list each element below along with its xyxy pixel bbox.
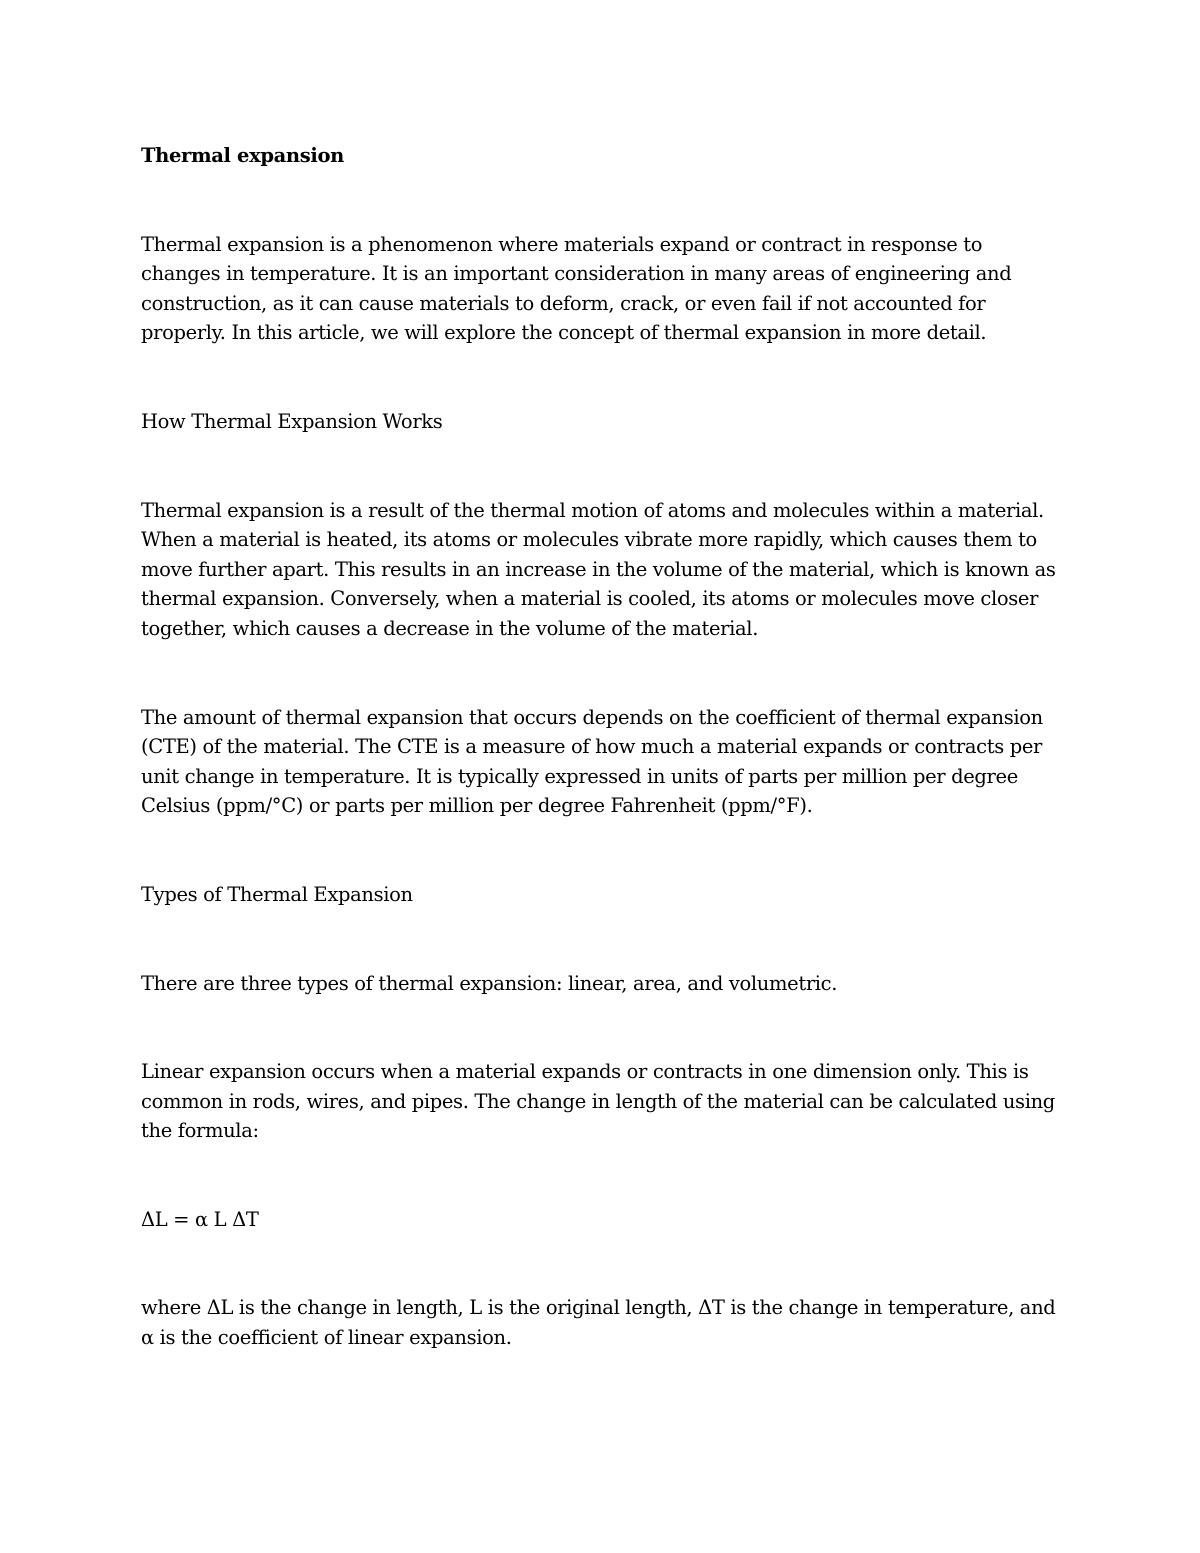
formula-linear-expansion: ΔL = α L ΔT — [141, 1207, 259, 1231]
paragraph-formula-explanation: where ΔL is the change in length, L is the original length, ΔT is the change in temperature, and α is the coefficient of linear expansion. — [141, 1296, 1056, 1350]
intro-paragraph: Thermal expansion is a phenomenon where materials expand or contract in response to changes in temperature. It is an important consideration in many areas of engineering and construction, as it can cause materials to deform, crack, or even fail if not accounted for properly. In this article, we will explore the concept of thermal expansion in more detail. — [141, 232, 1012, 345]
document-title: Thermal expansion — [141, 144, 344, 167]
paragraph-thermal-motion: Thermal expansion is a result of the thermal motion of atoms and molecules within a material. When a material is heated, its atoms or molecules vibrate more rapidly, which causes them to move further apart. This results in an increase in the volume of the material, which is known as thermal expansion. Conversely, when a material is cooled, its atoms or molecules move closer together, which causes a decrease in the volume of the material. — [141, 498, 1056, 640]
paragraph-three-types: There are three types of thermal expansion: linear, area, and volumetric. — [141, 971, 838, 995]
section-heading-types: Types of Thermal Expansion — [141, 882, 413, 906]
paragraph-cte: The amount of thermal expansion that occurs depends on the coefficient of thermal expansion (CTE) of the material. The CTE is a measure of how much a material expands or contracts per unit change in temperature. It is typically expressed in units of parts per million per degree Celsius (ppm/°C) or parts per million per degree Fahrenheit (ppm/°F). — [141, 705, 1043, 818]
section-heading-how-it-works: How Thermal Expansion Works — [141, 409, 443, 433]
document-body — [141, 141, 1066, 1353]
paragraph-linear-expansion: Linear expansion occurs when a material expands or contracts in one dimension only. This is common in rods, wires, and pipes. The change in length of the material can be calculated using the formula: — [141, 1060, 1055, 1143]
